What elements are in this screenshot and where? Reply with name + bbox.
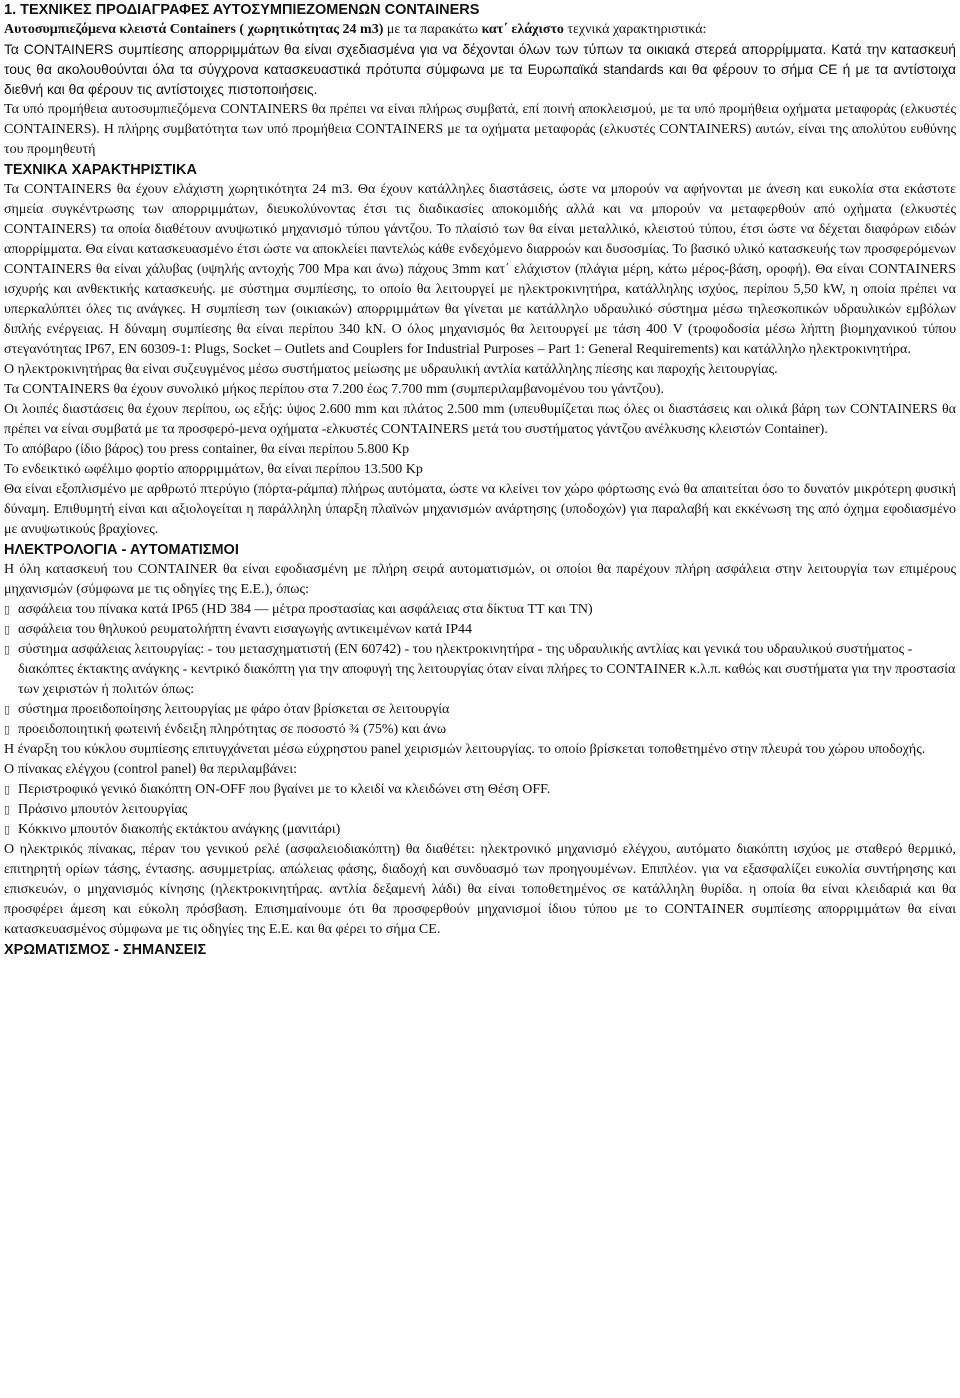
bullet-item bbox=[4, 800, 956, 820]
bullet-text: ασφάλεια του θηλυκού ρευματολήπτη έναντι εισαγωγής αντικειμένων κατά IP44 bbox=[18, 622, 473, 637]
bullet-item bbox=[4, 600, 956, 620]
paragraph-13: Ο ηλεκτρικός πίνακας, πέραν του γενικού ρελέ (ασφαλειοδιακόπτη) θα διαθέτει: ηλεκτρονικό μηχανισμό ελέγχου, αυτόματο διακόπτη ισχύος με σταθερό θερμικό, επιτηρητή ορίων τάσης, έντασης. ασυμμετρίας. απώλειας φάσης, διαδοχή και συνδυασμό των προηγουμένων. Επιπλέον. για να εξασφαλίζει ευκολία συντήρησης και επισκευών, ο μηχανισμός κίνησης (ηλεκτροκινητήρας. αντλία δεξαμενή λάδι) θα είναι τοποθετημένος σε κατάλληλη θυρίδα. η οποία θα είναι κλειδαριά και θα προσφέρει άμεση και εύκολη πρόσβαση. Επισημαίνουμε ότι θα προσφερθούν μηχανισμοί ίδιου τύπου με το CONTAINER συμπίεσης απορριμμάτων θα είναι κατασκευασμένος σύμφωνα με τις οδηγίες της Ε.Ε. και θα φέρει το σήμα CE. bbox=[4, 842, 956, 937]
heading-electrical: ΗΛΕΚΤΡΟΛΟΓΙΑ - ΑΥΤΟΜΑΤΙΣΜΟΙ bbox=[4, 542, 239, 558]
bullet-icon: ▯ bbox=[4, 703, 11, 716]
bullet-item bbox=[4, 640, 956, 700]
bullet-text: σύστημα ασφάλειας λειτουργίας: - του μετασχηματιστή (EN 60742) - του ηλεκτροκινητήρα - της υδραυλικής αντλίας και γενικά του υδραυλικού συστήματος - διακόπτες έκτακτης ανάγκης - κεντρικό διακόπτη για την αποφυγή της λειτουργίας όταν είναι πλήρες το CONTAINER κ.λ.π. καθώς και συστήματα για την προστασία των χειριστών ή πολιτών όπως: bbox=[18, 642, 956, 697]
paragraph-3: Τα CONTAINERS θα έχουν ελάχιστη χωρητικότητα 24 m3. Θα έχουν κατάλληλες διαστάσεις, ώστε να μπορούν να αφήνονται με άνεση και ευκολία στα εκάστοτε σημεία συγκέντρωσης των απορριμμάτων, διευκολύνοντας έτσι τις διαδικασίες αποκομιδής αλλά και να μπορούν να μεταφερθούν από οχήματα (ελκυστές CONTAINERS) τα οποία διαθέτουν ανυψωτικό μηχανισμό τύπου γάντζου. Το πλαίσιό των θα είναι μεταλλικό, κλειστού τύπου, έτσι ώστε να δέχεται διαφόρων ειδών απορρίμματα. Θα είναι κατασκευασμένο έτσι ώστε να αποκλείει παντελώς κάθε ενδεχόμενο διαρροών και δυσοσμίας. Το βασικό υλικό κατασκευής των προσφερόμενων CONTAINERS θα είναι χάλυβας (υψηλής αντοχής 700 Mpa και άνω) πάχους 3mm κατ΄ ελάχιστον (πλάγια μέρη, κάτω μέρος-βάση, οροφή). Θα είναι CONTAINERS ισχυρής και ανθεκτικής κατασκευής. με σύστημα συμπίεσης, το οποίο θα λειτουργεί με ηλεκτροκινητήρα, κατάλληλης ισχύος, περίπου 5,50 kW, η οποία πρέπει να υπερκαλύπτει όλες τις ανάγκες. Η συμπίεση των (οικιακών) απορριμμάτων θα γίνεται με κατάλληλο υδραυλικό σύστημα μέσω τηλεσκοπικών υδραυλικών εμβόλων διπλής ενέργειας. Η δύναμη συμπίεσης θα είναι περίπου 340 kN. Ο όλος μηχανισμός θα λειτουργεί με τάση 400 V (τροφοδοσία μέσω λήπτη βιομηχανικού τύπου στεγανότητας IP67, EN 60309-1: Plugs, Socket – Outlets and Couplers for Industrial Purposes – Part 1: General Requirements) και κατάλληλο ηλεκτροκινητήρα. bbox=[4, 182, 956, 357]
bullet-text: προειδοποιητική φωτεινή ένδειξη πληρότητας σε ποσοστό ¾ (75%) και άνω bbox=[18, 722, 447, 737]
bullet-text: Περιστροφικό γενικό διακόπτη ON-OFF που βγαίνει με το κλειδί να κλειδώνει στη Θέση OFF. bbox=[18, 782, 551, 797]
paragraph-2: Τα υπό προμήθεια αυτοσυμπιεζόμενα CONTAINERS θα πρέπει να είναι πλήρως συμβατά, επί ποινή αποκλεισμού, με τα υπό προμήθεια οχήματα μεταφοράς (ελκυστές CONTAINERS). Η πλήρης συμβατότητα των υπό προμήθεια CONTAINERS με τα οχήματα μεταφοράς (ελκυστές CONTAINERS) αυτών, είναι της απολύτου ευθύνης του προμηθευτή bbox=[4, 102, 956, 157]
heading-coloring: ΧΡΩΜΑΤΙΣΜΟΣ - ΣΗΜΑΝΣΕΙΣ bbox=[4, 942, 207, 958]
paragraph-1: Τα CONTAINERS συμπίεσης απορριμμάτων θα είναι σχεδιασμένα για να δέχονται όλων των τύπων τα οικιακά στερεά απορρίμματα. Κατά την κατασκευή τους θα ακολουθούνται όλα τα σύγχρονα κατασκευαστικά πρότυπα σύμφωνα με τα Ευρωπαϊκά standards και θα φέρουν το σήμα CE ή με τα αντίστοιχα διεθνή και θα φέρουν τις αντίστοιχες πιστοποιήσεις. bbox=[4, 42, 956, 97]
paragraph-4: Ο ηλεκτροκινητήρας θα είναι συζευγμένος μέσω συστήματος μείωσης με υδραυλική αντλία κατάλληλης πίεσης και παροχής λειτουργίας. bbox=[4, 362, 778, 377]
bullet-item bbox=[4, 620, 956, 640]
bullet-text: Κόκκινο μπουτόν διακοπής εκτάκτου ανάγκης (μανιτάρι) bbox=[18, 822, 341, 837]
bullet-text: Πράσινο μπουτόν λειτουργίας bbox=[18, 802, 188, 817]
paragraph-7: Το απόβαρο (ίδιο βάρος) του press container, θα είναι περίπου 5.800 Kp bbox=[4, 442, 410, 457]
bullet-text: ασφάλεια του πίνακα κατά IP65 (HD 384 — μέτρα προστασίας και ασφάλειας στα δίκτυα TT και TN) bbox=[18, 602, 593, 617]
paragraph-6: Οι λοιπές διαστάσεις θα έχουν περίπου, ως εξής: ύψος 2.600 mm και πλάτος 2.500 mm (υπευθυμίζεται πως όλες οι διαστάσεις και ολικά βάρη των CONTAINERS θα πρέπει να είναι συμβατά με τα προσφερό-μενα οχήματα -ελκυστές CONTAINERS μετά του συστήματος γάντζου ανέλκυσης κλειστών Container). bbox=[4, 402, 956, 437]
bullet-icon: ▯ bbox=[4, 803, 11, 816]
paragraph-8: Το ενδεικτικό ωφέλιμο φορτίο απορριμμάτων, θα είναι περίπου 13.500 Kp bbox=[4, 462, 423, 477]
intro-bold: Αυτοσυμπιεζόμενα κλειστά Containers ( χωρητικότητας 24 m3) bbox=[4, 22, 384, 37]
bullet-item bbox=[4, 700, 956, 720]
paragraph-12: Ο πίνακας ελέγχου (control panel) θα περιλαμβάνει: bbox=[4, 762, 297, 777]
bullet-icon: ▯ bbox=[4, 623, 11, 636]
bullet-text: σύστημα προειδοποίησης λειτουργίας με φάρο όταν βρίσκεται σε λειτουργία bbox=[18, 702, 450, 717]
bullet-icon: ▯ bbox=[4, 823, 11, 836]
bullet-icon: ▯ bbox=[4, 603, 11, 616]
intro-bold2: κατ΄ ελάχιστο bbox=[481, 22, 564, 37]
bullet-icon: ▯ bbox=[4, 783, 11, 796]
paragraph-10: Η όλη κατασκευή του CONTAINER θα είναι εφοδιασμένη με πλήρη σειρά αυτοματισμών, οι οποίοι θα παρέχουν πλήρη ασφάλεια στην λειτουργία των επιμέρους μηχανισμών (σύμφωνα με τις οδηγίες της Ε.Ε.), όπως: bbox=[4, 562, 956, 597]
paragraph-5: Τα CONTAINERS θα έχουν συνολικό μήκος περίπου στα 7.200 έως 7.700 mm (συμπεριλαμβανομένου του γάντζου). bbox=[4, 382, 665, 397]
bullet-icon: ▯ bbox=[4, 723, 11, 736]
intro-mid: με τα παρακάτω bbox=[383, 22, 482, 37]
intro-paragraph bbox=[4, 20, 956, 40]
paragraph-11: Η έναρξη του κύκλου συμπίεσης επιτυγχάνεται μέσω εύχρηστου panel χειρισμών λειτουργίας. το οποίο βρίσκεται τοποθετημένο στην πλευρά του χώρου υποδοχής. bbox=[4, 742, 926, 757]
document-title: 1. ΤΕΧΝΙΚΕΣ ΠΡΟΔΙΑΓΡΑΦΕΣ ΑΥΤΟΣΥΜΠΙΕΖΟΜΕΝΩΝ CONTAINERS bbox=[4, 2, 480, 18]
bullet-item bbox=[4, 720, 956, 740]
paragraph-9b: Θα είναι εξοπλισμένο με αρθρωτό πτερύγιο (πόρτα-ράμπα) πλήρως αυτόματα, ώστε να κλείνει τον χώρο φόρτωσης ενώ θα απαιτείται όσο το δυνατόν μικρότερη φυσική δύναμη. Επιθυμητή είναι και αξιολογείται η παράλληλη ύπαρξη πλαϊνών μηχανισμών ανάρτησης (υποδοχών) για παραλαβή και εκκένωση της από όχημα εφοδιασμένο με ανυψωτικούς βραχίονες. bbox=[4, 482, 956, 537]
bullet-icon: ▯ bbox=[4, 643, 11, 656]
bullet-item bbox=[4, 780, 956, 800]
bullet-item bbox=[4, 820, 956, 840]
heading-technical: ΤΕΧΝΙΚΑ ΧΑΡΑΚΤΗΡΙΣΤΙΚΑ bbox=[4, 162, 197, 178]
intro-rest: τεχνικά χαρακτηριστικά: bbox=[563, 22, 707, 37]
